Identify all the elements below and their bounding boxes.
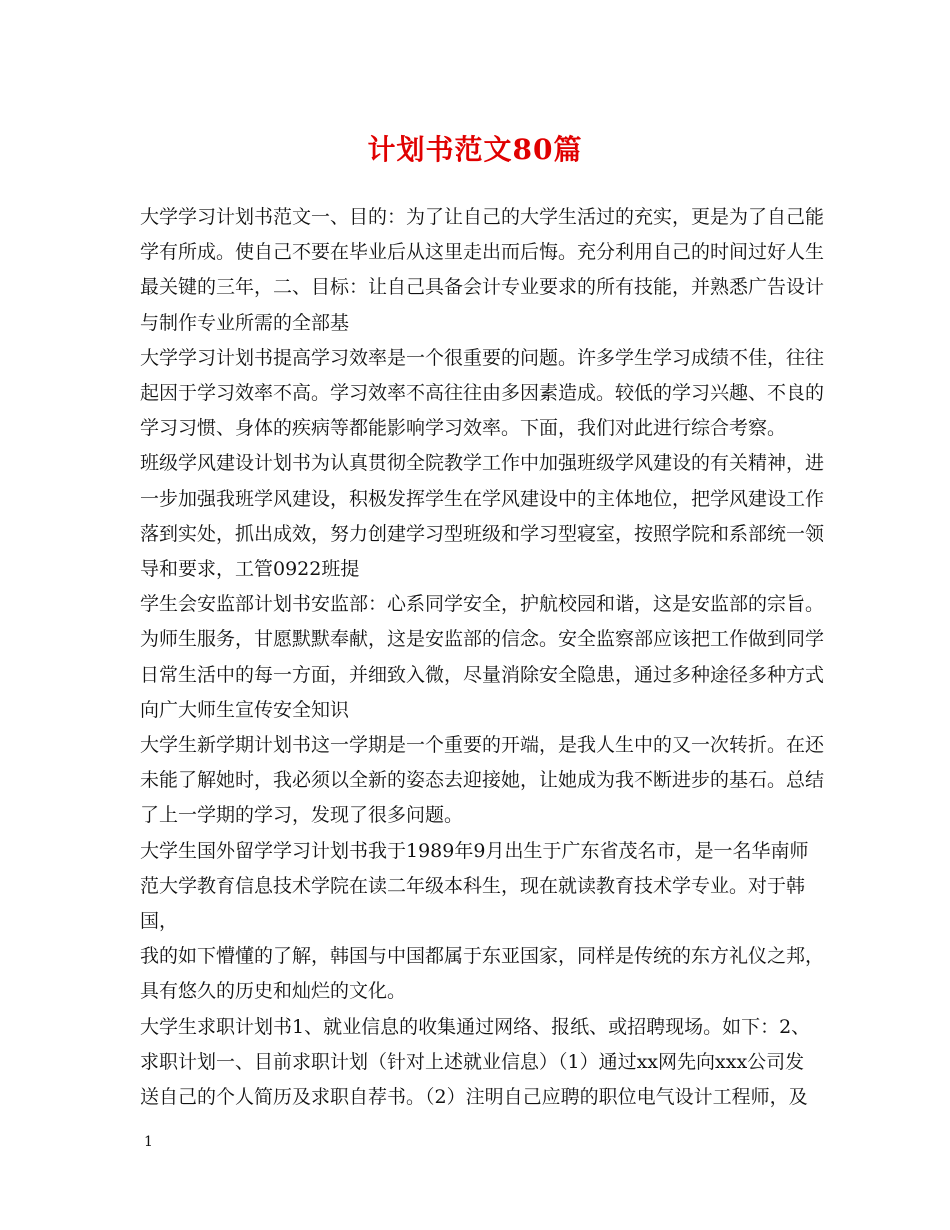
document-body: [140, 200, 830, 1115]
paragraph: 大学生国外留学学习计划书我于1989年9月出生于广东省茂名市，是一名华南师 范大学教育信息技术学院在读二年级本科生，现在就读教育技术学专业。对于韩国， 我的如下懵懂的了解，韩国与中国都属于东亚国家，同样是传统的东方礼仪之邦， 具有悠久的历史和灿烂的文化。: [140, 839, 825, 1003]
page-number: 1: [144, 1134, 153, 1150]
paragraph: 大学生求职计划书1、就业信息的收集通过网络、报纸、或招聘现场。如下：2、 求职计划一、目前求职计划（针对上述就业信息）（1）通过xx网先向xxx公司发 送自己的个人简历及求职自荐书。（2）注明自己应聘的职位电气设计工程师，及: [140, 1015, 811, 1109]
paragraph: 学生会安监部计划书安监部：心系同学安全，护航校园和谐，这是安监部的宗旨。 为师生服务，甘愿默默奉献，这是安监部的信念。安全监察部应该把工作做到同学 日常生活中的每一方面，并细致入微，尽量消除安全隐患，通过多种途径多种方式 向广大师生宣传安全知识: [140, 593, 825, 721]
paragraph: 大学生新学期计划书这一学期是一个重要的开端，是我人生中的又一次转折。在还 未能了解她时，我必须以全新的姿态去迎接她，让她成为我不断进步的基石。总结 了上一学期的学习，发现了很多问题。: [140, 734, 825, 827]
paragraph: 大学学习计划书提高学习效率是一个很重要的问题。许多学生学习成绩不佳，往往 起因于学习效率不高。学习效率不高往往由多因素造成。较低的学习兴趣、不良的 学习习惯、身体的疾病等都能影响学习效率。下面，我们对此进行综合考察。: [140, 346, 825, 440]
document-title: 计划书范文80篇: [367, 133, 583, 166]
paragraph: 大学学习计划书范文一、目的：为了让自己的大学生活过的充实，更是为了自己能 学有所成。使自己不要在毕业后从这里走出而后悔。充分利用自己的时间过好人生 最关键的三年，二、目标：让自己具备会计专业要求的所有技能，并熟悉广告设计 与制作专业所需的全部基: [140, 206, 825, 334]
paragraph: 班级学风建设计划书为认真贯彻全院教学工作中加强班级学风建设的有关精神，进 一步加强我班学风建设，积极发挥学生在学风建设中的主体地位，把学风建设工作 落到实处，抓出成效，努力创建学习型班级和学习型寝室，按照学院和系部统一领 导和要求，工管0922班提: [140, 452, 825, 581]
